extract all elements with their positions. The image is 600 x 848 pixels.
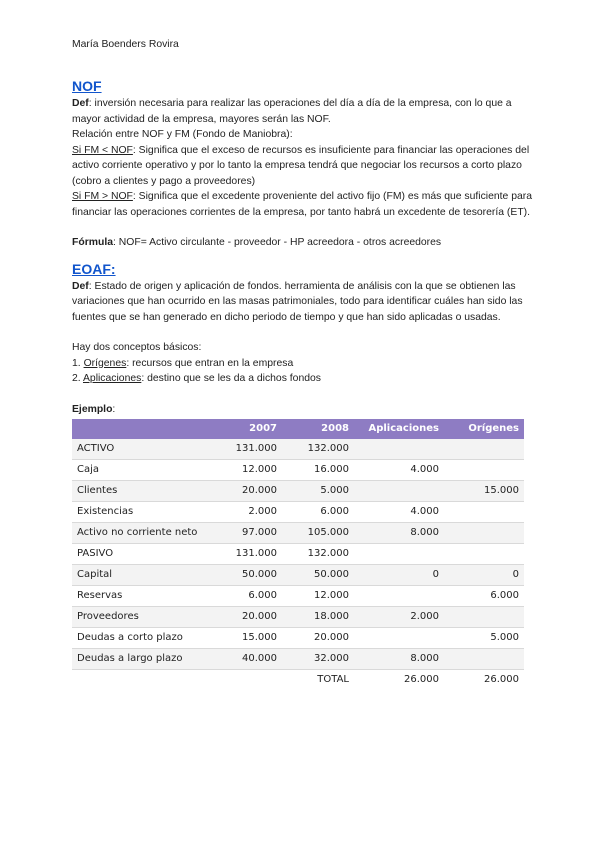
nof-case1-label: Si FM < NOF bbox=[72, 144, 133, 156]
table-header-cell: Aplicaciones bbox=[354, 419, 444, 439]
table-cell: 12.000 bbox=[282, 586, 354, 607]
item1-label: Orígenes bbox=[83, 357, 127, 369]
eoaf-conceptos-intro: Hay dos conceptos básicos: bbox=[72, 342, 202, 353]
table-cell: 15.000 bbox=[210, 628, 282, 649]
table-total-cell bbox=[72, 670, 210, 691]
nof-formula-label: Fórmula bbox=[72, 237, 113, 248]
nof-case-1 bbox=[72, 143, 532, 190]
table-cell: Proveedores bbox=[72, 607, 210, 628]
nof-formula bbox=[72, 235, 532, 251]
eoaf-item-origenes bbox=[72, 356, 532, 372]
table-row bbox=[72, 586, 524, 607]
table-cell bbox=[444, 502, 524, 523]
table-cell: 40.000 bbox=[210, 649, 282, 670]
table-body bbox=[72, 439, 524, 690]
author-name: María Boenders Rovira bbox=[72, 39, 179, 50]
table-total-cell: 26.000 bbox=[354, 670, 444, 691]
table-cell: 132.000 bbox=[282, 439, 354, 460]
table-total-cell bbox=[210, 670, 282, 691]
ejemplo-label-text: Ejemplo bbox=[72, 403, 113, 415]
item1-num: 1. bbox=[72, 357, 84, 369]
table-cell: 20.000 bbox=[210, 607, 282, 628]
table-cell bbox=[354, 586, 444, 607]
item1-text: : recursos que entran en la empresa bbox=[126, 357, 294, 369]
table-row bbox=[72, 439, 524, 460]
table-total-cell: 26.000 bbox=[444, 670, 524, 691]
table-cell: 50.000 bbox=[282, 565, 354, 586]
table-header-cell: Orígenes bbox=[444, 419, 524, 439]
table-cell: Activo no corriente neto bbox=[72, 523, 210, 544]
table-cell: 20.000 bbox=[210, 481, 282, 502]
eoaf-heading: EOAF: bbox=[72, 260, 116, 277]
nof-case2-label: Si FM > NOF bbox=[72, 191, 133, 202]
nof-definition bbox=[72, 96, 532, 127]
table-cell: 4.000 bbox=[354, 502, 444, 523]
nof-heading: NOF bbox=[72, 78, 102, 94]
table-cell: Deudas a corto plazo bbox=[72, 628, 210, 649]
table-cell bbox=[444, 439, 524, 460]
table-cell: Existencias bbox=[72, 502, 210, 523]
example-table bbox=[72, 419, 524, 690]
table-cell: 131.000 bbox=[210, 544, 282, 565]
table-cell: 20.000 bbox=[282, 628, 354, 649]
table-row bbox=[72, 502, 524, 523]
table-total-cell: TOTAL bbox=[282, 670, 354, 691]
table-cell: 5.000 bbox=[282, 481, 354, 502]
table-cell: 6.000 bbox=[282, 502, 354, 523]
table-row bbox=[72, 628, 524, 649]
ejemplo-label bbox=[72, 402, 532, 418]
nof-case-2 bbox=[72, 189, 532, 220]
item2-text: : destino que se les da a dichos fondos bbox=[141, 373, 321, 384]
table-cell: 2.000 bbox=[210, 502, 282, 523]
table-cell: Capital bbox=[72, 565, 210, 586]
table-cell bbox=[444, 523, 524, 544]
table-cell: Deudas a largo plazo bbox=[72, 649, 210, 670]
table-cell: ACTIVO bbox=[72, 439, 210, 460]
table-cell: PASIVO bbox=[72, 544, 210, 565]
table-header-cell: 2007 bbox=[210, 419, 282, 439]
eoaf-def-text: : Estado de origen y aplicación de fondos. herramienta de análisis con la que se obtienen las variaciones que han ocurrido en las masas patrimoniales, todo para identificar cuáles han sido las fuentes que se han generado en dicho periodo de tiempo y que han sido aplicadas o usadas. bbox=[72, 280, 523, 323]
table-cell: 16.000 bbox=[282, 460, 354, 481]
table-cell: 50.000 bbox=[210, 565, 282, 586]
table-cell bbox=[444, 649, 524, 670]
table-header-row bbox=[72, 419, 524, 439]
table-cell: 131.000 bbox=[210, 439, 282, 460]
table-cell bbox=[444, 544, 524, 565]
nof-relacion: Relación entre NOF y FM (Fondo de Maniobra): bbox=[72, 129, 293, 140]
table-cell bbox=[354, 544, 444, 565]
table-row bbox=[72, 607, 524, 628]
eoaf-def-label: Def bbox=[72, 280, 89, 292]
item2-label: Aplicaciones bbox=[82, 373, 142, 384]
table-row bbox=[72, 523, 524, 544]
table-cell: Reservas bbox=[72, 586, 210, 607]
document-body bbox=[72, 76, 532, 690]
table-cell: Caja bbox=[72, 460, 210, 481]
ejemplo-colon: : bbox=[112, 403, 116, 415]
nof-def-label: Def bbox=[72, 98, 89, 109]
eoaf-definition bbox=[72, 279, 532, 326]
table-row bbox=[72, 565, 524, 586]
table-row bbox=[72, 544, 524, 565]
table-cell: 6.000 bbox=[444, 586, 524, 607]
table-cell: 0 bbox=[354, 565, 444, 586]
table-header-cell bbox=[72, 419, 210, 439]
table-cell: 5.000 bbox=[444, 628, 524, 649]
nof-case2-text: : Significa que el excedente proveniente del activo fijo (FM) es más que suficiente para financiar las operaciones corrientes de la empresa, por tanto habrá un excedente de tesorería (ET). bbox=[72, 191, 533, 218]
item2-num: 2. bbox=[72, 373, 83, 384]
table-cell: 18.000 bbox=[282, 607, 354, 628]
table-cell bbox=[354, 481, 444, 502]
table-cell bbox=[354, 439, 444, 460]
nof-case1-text: : Significa que el exceso de recursos es insuficiente para financiar las operaciones del activo corriente operativo y por lo tanto la empresa tendrá que negociar los recursos a corto plazo (cobro a clientes y pago a proveedores) bbox=[72, 144, 530, 187]
nof-formula-text: : NOF= Activo circulante - proveedor - HP acreedora - otros acreedores bbox=[113, 237, 442, 248]
table-cell: 105.000 bbox=[282, 523, 354, 544]
table-cell: 97.000 bbox=[210, 523, 282, 544]
table-cell: 132.000 bbox=[282, 544, 354, 565]
table-cell: 0 bbox=[444, 565, 524, 586]
table-cell bbox=[444, 460, 524, 481]
table-total-row bbox=[72, 670, 524, 691]
table-cell: 8.000 bbox=[354, 649, 444, 670]
table-cell: 2.000 bbox=[354, 607, 444, 628]
table-cell: 32.000 bbox=[282, 649, 354, 670]
nof-def-text: : inversión necesaria para realizar las operaciones del día a día de la empresa, con lo que a mayor actividad de la empresa, mayores serán las NOF. bbox=[72, 98, 512, 125]
table-row bbox=[72, 481, 524, 502]
table-row bbox=[72, 649, 524, 670]
table-cell bbox=[444, 607, 524, 628]
table-cell: 8.000 bbox=[354, 523, 444, 544]
table-row bbox=[72, 460, 524, 481]
eoaf-item-aplicaciones bbox=[72, 371, 532, 387]
table-cell: Clientes bbox=[72, 481, 210, 502]
table-cell: 6.000 bbox=[210, 586, 282, 607]
table-cell: 4.000 bbox=[354, 460, 444, 481]
table-header-cell: 2008 bbox=[282, 419, 354, 439]
table-cell: 12.000 bbox=[210, 460, 282, 481]
table-cell: 15.000 bbox=[444, 481, 524, 502]
table-cell bbox=[354, 628, 444, 649]
